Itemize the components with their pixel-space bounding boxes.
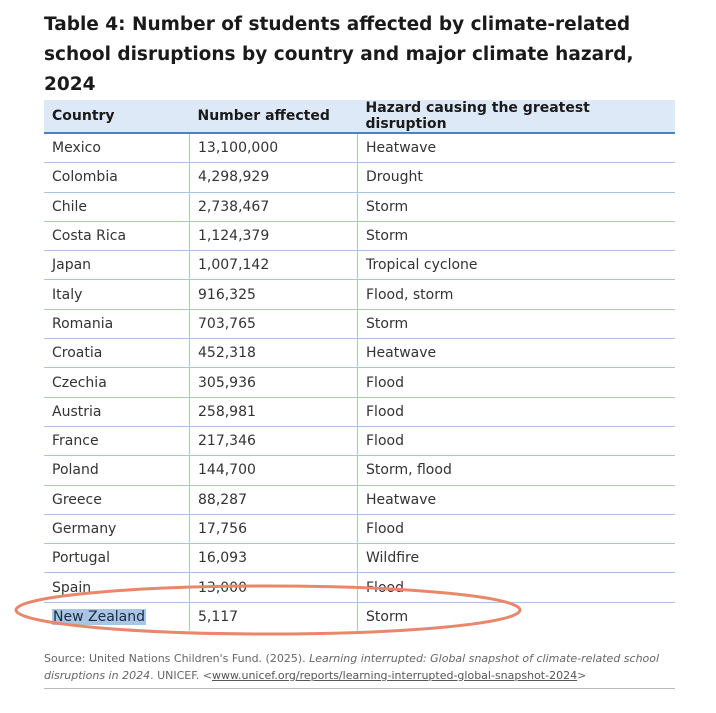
- cell-number-affected: 88,287: [190, 485, 358, 514]
- highlighted-country: New Zealand: [53, 608, 145, 625]
- cell-country: Chile: [44, 192, 190, 221]
- source-title: Learning interrupted: Global snapshot of climate-related school disruptions in 2024: [44, 652, 660, 682]
- cell-country: Mexico: [44, 133, 190, 163]
- cell-country: France: [44, 426, 190, 455]
- cell-country: [44, 602, 190, 631]
- cell-number-affected: 17,756: [190, 514, 358, 543]
- cell-hazard: Heatwave: [358, 339, 676, 368]
- cell-hazard: Heatwave: [358, 485, 676, 514]
- cell-country: Italy: [44, 280, 190, 309]
- cell-hazard: Storm: [358, 192, 676, 221]
- table-header-row: [44, 100, 675, 133]
- cell-hazard: Flood: [358, 573, 676, 602]
- cell-hazard: Flood, storm: [358, 280, 676, 309]
- source-suffix: >: [577, 669, 587, 682]
- table-row: [44, 485, 675, 514]
- cell-number-affected: 5,117: [190, 602, 358, 631]
- cell-number-affected: 258,981: [190, 397, 358, 426]
- cell-hazard: Heatwave: [358, 133, 676, 163]
- cell-hazard: Storm, flood: [358, 456, 676, 485]
- column-header-hazard: Hazard causing the greatest disruption: [358, 100, 676, 133]
- cell-hazard: Flood: [358, 514, 676, 543]
- cell-country: Austria: [44, 397, 190, 426]
- table-row: [44, 397, 675, 426]
- cell-number-affected: 13,000: [190, 573, 358, 602]
- cell-hazard: Flood: [358, 426, 676, 455]
- cell-country: Czechia: [44, 368, 190, 397]
- cell-hazard: Storm: [358, 602, 676, 631]
- table-row: [44, 602, 675, 631]
- cell-number-affected: 452,318: [190, 339, 358, 368]
- cell-number-affected: 305,936: [190, 368, 358, 397]
- cell-hazard: Storm: [358, 221, 676, 250]
- table-row: [44, 426, 675, 455]
- cell-country: Costa Rica: [44, 221, 190, 250]
- source-publisher: . UNICEF. <: [150, 669, 212, 682]
- cell-country: Poland: [44, 456, 190, 485]
- cell-hazard: Drought: [358, 163, 676, 192]
- cell-country: Croatia: [44, 339, 190, 368]
- table-row: [44, 573, 675, 602]
- cell-hazard: Tropical cyclone: [358, 251, 676, 280]
- table-row: [44, 133, 675, 163]
- cell-hazard: Wildfire: [358, 544, 676, 573]
- cell-hazard: Storm: [358, 309, 676, 338]
- cell-number-affected: 16,093: [190, 544, 358, 573]
- cell-country: Japan: [44, 251, 190, 280]
- cell-country: Germany: [44, 514, 190, 543]
- source-prefix: Source: United Nations Children's Fund. (2025).: [44, 652, 310, 665]
- data-table: [44, 100, 675, 631]
- cell-country: Greece: [44, 485, 190, 514]
- bottom-divider: [44, 688, 675, 689]
- cell-country: Romania: [44, 309, 190, 338]
- cell-hazard: Flood: [358, 397, 676, 426]
- table-row: [44, 221, 675, 250]
- cell-number-affected: 703,765: [190, 309, 358, 338]
- cell-number-affected: 1,124,379: [190, 221, 358, 250]
- cell-number-affected: 13,100,000: [190, 133, 358, 163]
- cell-number-affected: 1,007,142: [190, 251, 358, 280]
- column-header-number-affected: Number affected: [190, 100, 358, 133]
- source-link[interactable]: www.unicef.org/reports/learning-interrupted-global-snapshot-2024: [212, 669, 578, 682]
- table-title: Table 4: Number of students affected by climate-related school disruptions by country and major climate hazard, 2024: [44, 14, 634, 95]
- table-row: [44, 251, 675, 280]
- cell-number-affected: 144,700: [190, 456, 358, 485]
- column-header-country: Country: [44, 100, 190, 133]
- table-row: [44, 192, 675, 221]
- table-row: [44, 514, 675, 543]
- table-row: [44, 368, 675, 397]
- table-row: [44, 309, 675, 338]
- table-row: [44, 339, 675, 368]
- table-row: [44, 280, 675, 309]
- cell-number-affected: 217,346: [190, 426, 358, 455]
- cell-hazard: Flood: [358, 368, 676, 397]
- cell-country: Spain: [44, 573, 190, 602]
- source-note: [44, 650, 664, 684]
- cell-number-affected: 916,325: [190, 280, 358, 309]
- table-row: [44, 163, 675, 192]
- cell-country: Colombia: [44, 163, 190, 192]
- cell-number-affected: 2,738,467: [190, 192, 358, 221]
- table-row: [44, 456, 675, 485]
- cell-number-affected: 4,298,929: [190, 163, 358, 192]
- cell-country: Portugal: [44, 544, 190, 573]
- table-row: [44, 544, 675, 573]
